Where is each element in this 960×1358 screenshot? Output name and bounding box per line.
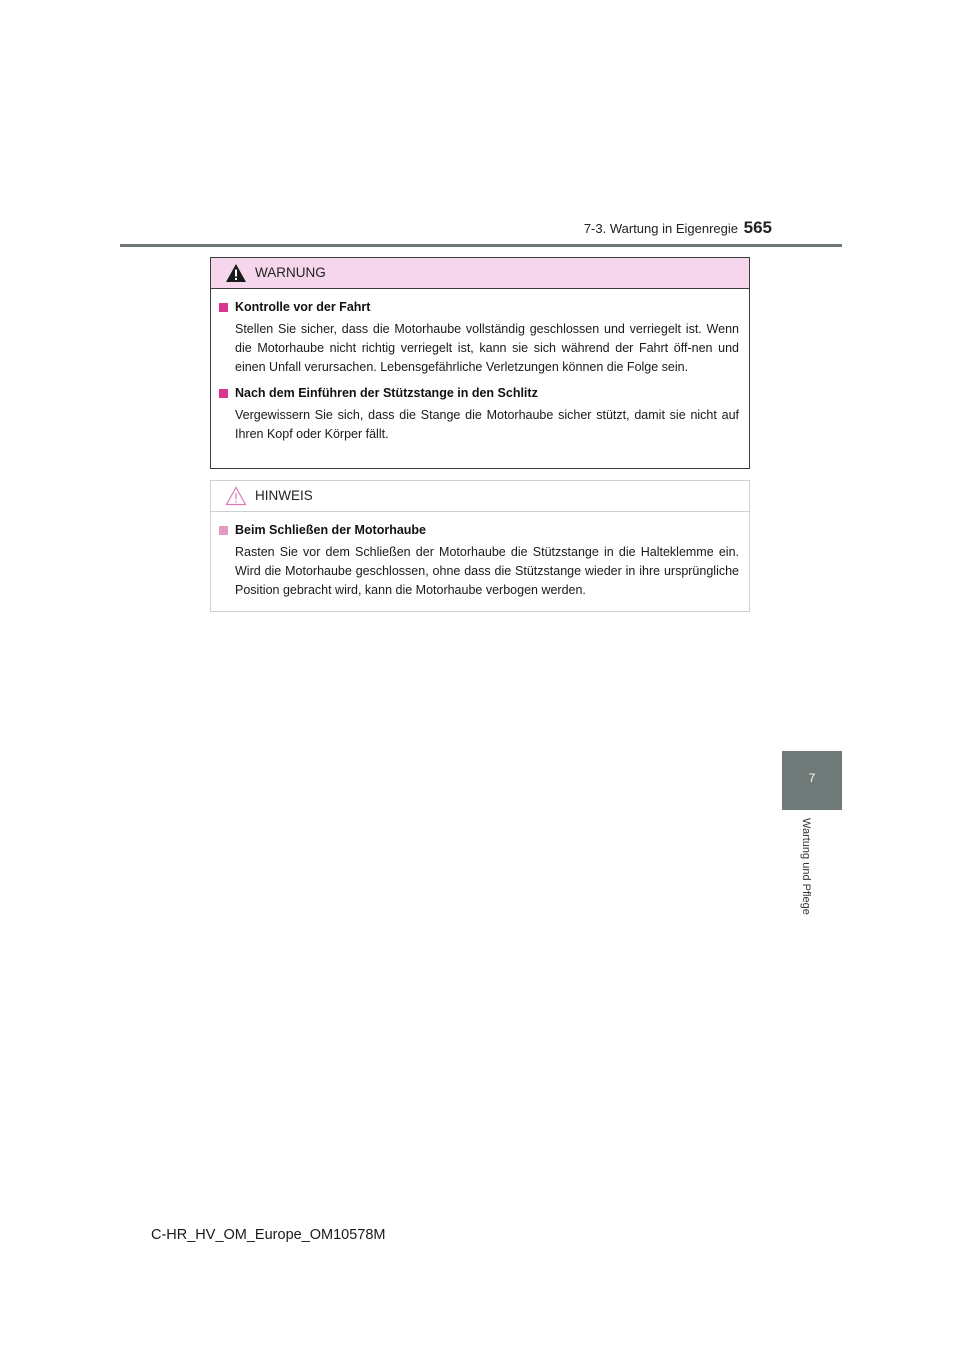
page-number: 565 bbox=[743, 218, 772, 237]
warning-item-title-text: Nach dem Einführen der Stützstange in den Schlitz bbox=[235, 386, 538, 400]
note-item-text: Rasten Sie vor dem Schließen der Motorhaube die Stützstange in die Halteklemme ein. Wird die Motorhaube geschlossen, ohne dass die Stützstange wieder in ihre ursprüngliche Position gebracht wird, kann die Motorhaube verbogen werden. bbox=[235, 545, 739, 597]
note-box-body bbox=[211, 512, 749, 600]
warning-box-body bbox=[211, 289, 749, 444]
square-bullet-icon bbox=[219, 526, 228, 535]
chapter-tab bbox=[782, 751, 842, 810]
warning-triangle-icon bbox=[225, 263, 247, 283]
note-label: HINWEIS bbox=[255, 488, 313, 503]
header-section-title: 7-3. Wartung in Eigenregie bbox=[583, 221, 738, 236]
note-box-header bbox=[211, 481, 749, 512]
chapter-title: Wartung und Pflege bbox=[800, 818, 812, 915]
warning-label: WARNUNG bbox=[255, 265, 326, 280]
warning-item-text: Stellen Sie sicher, dass die Motorhaube vollständig geschlossen und verriegelt ist. Wenn die Motorhaube nicht richtig verriegelt ist, kann sie sich während der Fahrt öff-nen und einen Unfall verursachen. Lebensgefährliche Verletzungen können die Folge sein. bbox=[235, 322, 739, 374]
warning-item-title bbox=[219, 299, 739, 316]
warning-item-title bbox=[219, 385, 739, 402]
square-bullet-icon bbox=[219, 303, 228, 312]
caution-triangle-outline-icon bbox=[225, 486, 247, 506]
warning-box bbox=[210, 257, 750, 469]
note-item-title-text: Beim Schließen der Motorhaube bbox=[235, 523, 427, 537]
square-bullet-icon bbox=[219, 389, 228, 398]
header-rule bbox=[120, 244, 842, 247]
running-header bbox=[120, 218, 842, 246]
note-item-title bbox=[219, 522, 739, 539]
warning-box-header bbox=[211, 258, 749, 289]
chapter-title-vertical bbox=[800, 818, 824, 938]
warning-item-title-text: Kontrolle vor der Fahrt bbox=[235, 300, 371, 314]
document-code: C-HR_HV_OM_Europe_OM10578M bbox=[151, 1227, 386, 1243]
note-box bbox=[210, 480, 750, 612]
chapter-number: 7 bbox=[808, 771, 816, 785]
warning-item-text: Vergewissern Sie sich, dass die Stange die Motorhaube sicher stützt, damit sie nicht auf Ihren Kopf oder Körper fällt. bbox=[235, 408, 739, 441]
